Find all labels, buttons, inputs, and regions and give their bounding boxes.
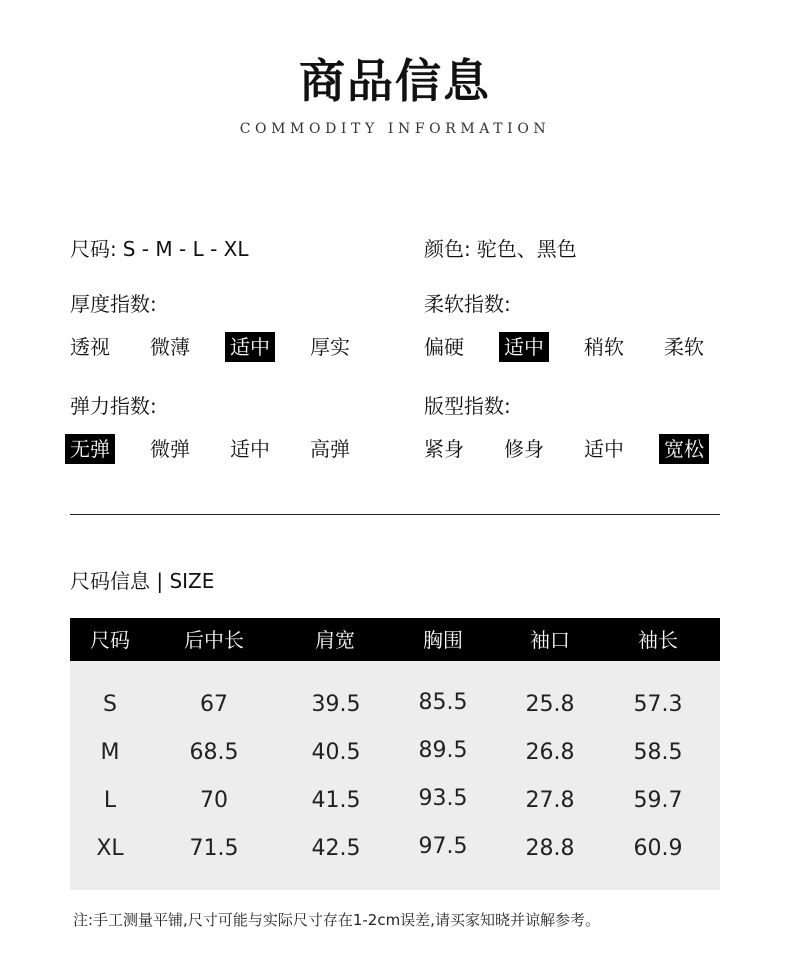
- color-value: 驼色、黑色: [476, 237, 577, 261]
- elasticity-option-selected: 无弹: [65, 434, 115, 464]
- header-cell: 袖长: [638, 628, 678, 652]
- softness-option-selected: 适中: [499, 332, 549, 362]
- table-cell: 89.5: [418, 738, 468, 763]
- size-label: 尺码:: [70, 237, 117, 261]
- softness-option: 偏硬: [424, 335, 464, 359]
- table-cell: L: [103, 788, 117, 813]
- color-spec: [424, 236, 577, 262]
- table-cell: M: [100, 740, 120, 765]
- measurement-note: 注:手工测量平铺,尺寸可能与实际尺寸存在1-2cm误差,请买家知晓并谅解参考。: [73, 911, 600, 929]
- header-cell: 袖口: [530, 628, 570, 652]
- fit-option: 紧身: [424, 437, 464, 461]
- page-title: 商品信息: [299, 54, 491, 108]
- thickness-option: 透视: [70, 335, 110, 359]
- section-divider: [70, 514, 720, 515]
- thickness-option: 微薄: [150, 335, 190, 359]
- table-row: [70, 787, 720, 815]
- fit-label: 版型指数:: [424, 394, 511, 418]
- table-cell: 25.8: [525, 692, 575, 717]
- table-cell: XL: [96, 836, 124, 861]
- elasticity-option: 微弹: [150, 437, 190, 461]
- page-subtitle: COMMODITY INFORMATION: [239, 121, 551, 137]
- table-cell: 67: [200, 692, 228, 717]
- elasticity-option: 高弹: [310, 437, 350, 461]
- table-cell: 93.5: [418, 786, 468, 811]
- table-cell: 41.5: [311, 788, 361, 813]
- color-label: 颜色:: [424, 237, 471, 261]
- header-cell: 后中长: [184, 628, 244, 652]
- table-cell: 40.5: [311, 740, 361, 765]
- size-table-header: [70, 618, 720, 661]
- table-cell: 58.5: [633, 740, 683, 765]
- elasticity-label: 弹力指数:: [70, 394, 157, 418]
- size-value: S - M - L - XL: [122, 237, 249, 261]
- header-cell: 尺码: [90, 628, 130, 652]
- table-cell: 71.5: [189, 836, 239, 861]
- header-cell: 胸围: [423, 628, 463, 652]
- size-table-body: [70, 661, 720, 890]
- elasticity-option: 适中: [230, 437, 270, 461]
- table-cell: 26.8: [525, 740, 575, 765]
- table-cell: 27.8: [525, 788, 575, 813]
- fit-option-selected: 宽松: [659, 434, 709, 464]
- table-cell: 28.8: [525, 836, 575, 861]
- table-row: [70, 739, 720, 767]
- table-cell: 60.9: [633, 836, 683, 861]
- softness-label: 柔软指数:: [424, 292, 511, 316]
- table-row: [70, 691, 720, 719]
- table-row: [70, 835, 720, 863]
- table-cell: 97.5: [418, 834, 468, 859]
- table-cell: 42.5: [311, 836, 361, 861]
- table-cell: 85.5: [418, 690, 468, 715]
- table-cell: 70: [200, 788, 228, 813]
- fit-option: 适中: [584, 437, 624, 461]
- thickness-option-selected: 适中: [225, 332, 275, 362]
- thickness-option: 厚实: [310, 335, 350, 359]
- table-cell: S: [103, 692, 117, 717]
- table-cell: 39.5: [311, 692, 361, 717]
- thickness-label: 厚度指数:: [70, 292, 157, 316]
- header-cell: 肩宽: [315, 628, 355, 652]
- table-cell: 59.7: [633, 788, 683, 813]
- size-spec: [70, 236, 248, 262]
- table-cell: 57.3: [633, 692, 683, 717]
- softness-option: 柔软: [664, 335, 704, 359]
- size-section-title: 尺码信息 | SIZE: [70, 569, 215, 593]
- fit-option: 修身: [504, 437, 544, 461]
- softness-option: 稍软: [584, 335, 624, 359]
- table-cell: 68.5: [189, 740, 239, 765]
